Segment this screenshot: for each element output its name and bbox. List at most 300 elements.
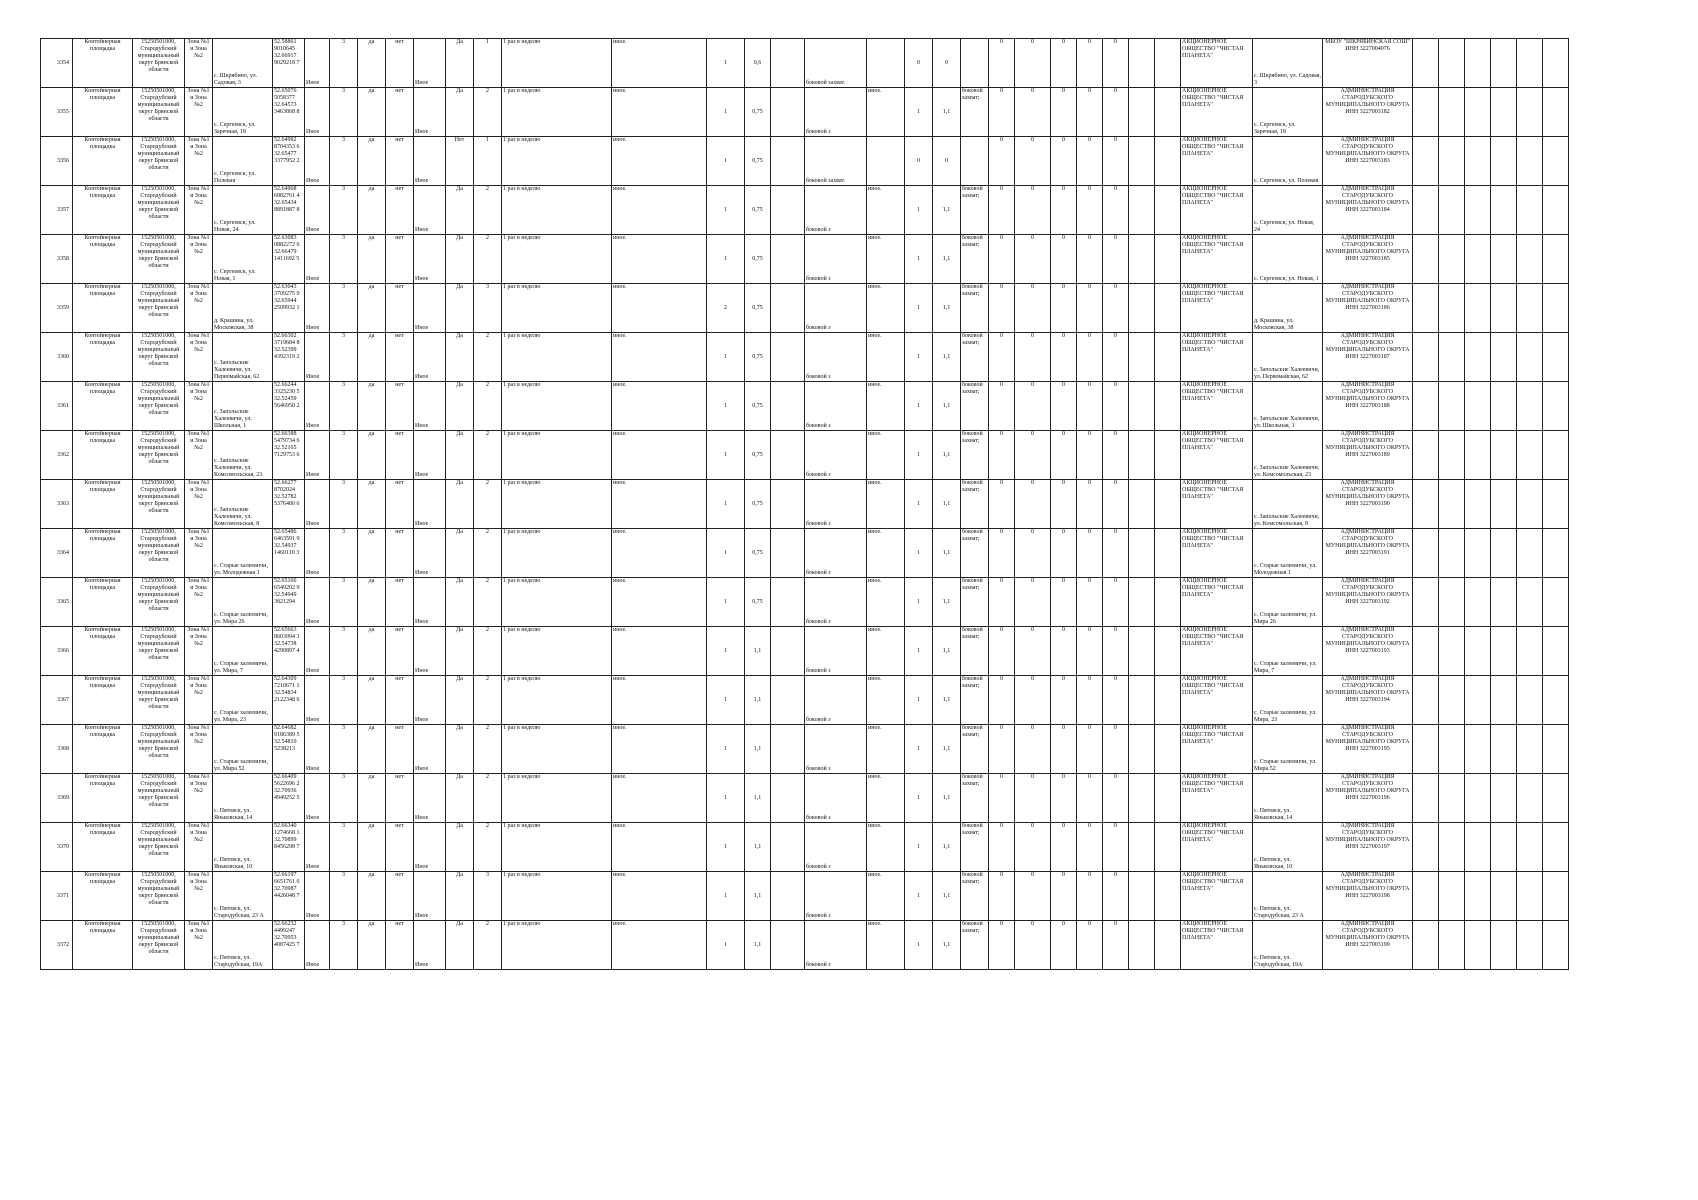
zero-4: 0 <box>1077 137 1103 186</box>
empty-col <box>1543 235 1569 284</box>
empty-col <box>1129 725 1155 774</box>
address-2: с. Старые халеевичи, ул. Мира, 23 <box>1253 676 1323 725</box>
grip-type-2: боковой захват; <box>961 578 989 627</box>
address-2: с. Старые халеевичи, ул. Молодежная 1 <box>1253 529 1323 578</box>
address-2: с. Сергеевск, ул. Заречная, 18 <box>1253 88 1323 137</box>
col-no: нет <box>386 186 414 235</box>
operator: АКЦИОНЕРНОЕ ОБЩЕСТВО "ЧИСТАЯ ПЛАНЕТА" <box>1181 382 1253 431</box>
col-no: нет <box>386 676 414 725</box>
row-number: 3354 <box>41 39 73 88</box>
empty-col <box>1155 823 1181 872</box>
empty-col <box>1155 627 1181 676</box>
oktmo: 15250501000, Стародубский муниципальный округ Брянской области <box>133 88 185 137</box>
col-3: 3 <box>330 480 358 529</box>
zero-1: 0 <box>989 39 1015 88</box>
zero-1: 0 <box>989 578 1015 627</box>
zero-4: 0 <box>1077 39 1103 88</box>
operator: АКЦИОНЕРНОЕ ОБЩЕСТВО "ЧИСТАЯ ПЛАНЕТА" <box>1181 823 1253 872</box>
site-type: Контейнерная площадка <box>73 578 133 627</box>
col-no: нет <box>386 284 414 333</box>
col-3: 3 <box>330 137 358 186</box>
oktmo: 15250501000, Стародубский муниципальный округ Брянской области <box>133 774 185 823</box>
waste-type-2: иное. <box>867 284 905 333</box>
bunker-volume: 1,1 <box>933 333 961 382</box>
empty-col <box>1465 431 1491 480</box>
empty-col <box>1129 235 1155 284</box>
zone: Зона №1 и Зона №2 <box>185 529 213 578</box>
grip-type: боковой з <box>805 627 867 676</box>
empty-col <box>771 137 805 186</box>
empty-col <box>1155 774 1181 823</box>
empty-col <box>1543 39 1569 88</box>
col-3: 3 <box>330 382 358 431</box>
empty-col <box>771 186 805 235</box>
zero-3: 0 <box>1051 627 1077 676</box>
col-no: нет <box>386 921 414 970</box>
volume-count: 1 <box>707 578 745 627</box>
zero-5: 0 <box>1103 627 1129 676</box>
oktmo: 15250501000, Стародубский муниципальный округ Брянской области <box>133 235 185 284</box>
empty-col <box>1129 627 1155 676</box>
volume-count: 1 <box>707 333 745 382</box>
volume: 0,75 <box>745 284 771 333</box>
zero-3: 0 <box>1051 676 1077 725</box>
has-containers: Да <box>446 88 474 137</box>
oktmo: 15250501000, Стародубский муниципальный округ Брянской области <box>133 186 185 235</box>
volume: 0,6 <box>745 39 771 88</box>
col-yes: да <box>358 872 386 921</box>
zero-1: 0 <box>989 823 1015 872</box>
col-no: нет <box>386 872 414 921</box>
empty-col <box>1439 529 1465 578</box>
grip-type-2: боковой захват; <box>961 284 989 333</box>
waste-type: иное. <box>612 578 707 627</box>
surface-type: Иное <box>305 774 330 823</box>
has-containers: Да <box>446 186 474 235</box>
bunker-count: 0 <box>905 39 933 88</box>
zero-1: 0 <box>989 382 1015 431</box>
zero-2: 0 <box>1015 578 1051 627</box>
bunker-volume: 1,1 <box>933 186 961 235</box>
bunker-volume: 1,1 <box>933 872 961 921</box>
grip-type: боковой захват. <box>805 137 867 186</box>
site-type: Контейнерная площадка <box>73 284 133 333</box>
container-count: 3 <box>474 284 502 333</box>
coordinates: 52.66302 3719684 8 32.52399 4392319 2 <box>273 333 305 382</box>
address-2: с. Старые халеевичи, ул. Мира, 7 <box>1253 627 1323 676</box>
grip-type-2: боковой захват; <box>961 382 989 431</box>
zero-5: 0 <box>1103 725 1129 774</box>
fence-type: Иное <box>414 137 446 186</box>
waste-type-2 <box>867 39 905 88</box>
zero-5: 0 <box>1103 823 1129 872</box>
empty-col <box>1491 284 1517 333</box>
bunker-count: 1 <box>905 529 933 578</box>
bunker-volume: 1,1 <box>933 774 961 823</box>
zone: Зона №1 и Зона №2 <box>185 235 213 284</box>
waste-type: иное. <box>612 480 707 529</box>
waste-type: иное. <box>612 284 707 333</box>
container-count: 2 <box>474 627 502 676</box>
address-2: с. Пятовск, ул. Стародубская, 19А <box>1253 921 1323 970</box>
operator: АКЦИОНЕРНОЕ ОБЩЕСТВО "ЧИСТАЯ ПЛАНЕТА" <box>1181 333 1253 382</box>
oktmo: 15250501000, Стародубский муниципальный округ Брянской области <box>133 676 185 725</box>
empty-col <box>1439 137 1465 186</box>
empty-col <box>1465 235 1491 284</box>
bunker-count: 1 <box>905 627 933 676</box>
empty-col <box>1155 186 1181 235</box>
has-containers: Да <box>446 529 474 578</box>
col-no: нет <box>386 725 414 774</box>
empty-col <box>1129 578 1155 627</box>
empty-col <box>771 333 805 382</box>
zero-4: 0 <box>1077 480 1103 529</box>
row-number: 3361 <box>41 382 73 431</box>
zero-5: 0 <box>1103 88 1129 137</box>
container-count: 1 <box>474 39 502 88</box>
coordinates: 52.66232 4499247 32.70953 4087425 7 <box>273 921 305 970</box>
empty-col <box>1439 235 1465 284</box>
fence-type: Иное <box>414 627 446 676</box>
has-containers: Нет <box>446 137 474 186</box>
surface-type: Иное <box>305 872 330 921</box>
grip-type: боковой з <box>805 284 867 333</box>
operator: АКЦИОНЕРНОЕ ОБЩЕСТВО "ЧИСТАЯ ПЛАНЕТА" <box>1181 774 1253 823</box>
zero-4: 0 <box>1077 235 1103 284</box>
empty-col <box>1413 431 1439 480</box>
bunker-volume: 1,1 <box>933 431 961 480</box>
zero-3: 0 <box>1051 823 1077 872</box>
empty-col <box>771 774 805 823</box>
grip-type-2 <box>961 137 989 186</box>
zero-4: 0 <box>1077 578 1103 627</box>
empty-col <box>1439 333 1465 382</box>
empty-col <box>1413 921 1439 970</box>
owner: АДМИНИСТРАЦИЯ СТАРОДУБСКОГО МУНИЦИПАЛЬНОГО ОКРУГА ИНН 3227003183 <box>1323 137 1413 186</box>
grip-type: боковой з <box>805 725 867 774</box>
empty-col <box>1129 333 1155 382</box>
table-row <box>41 431 1569 480</box>
empty-col <box>1517 872 1543 921</box>
empty-col <box>1155 921 1181 970</box>
has-containers: Да <box>446 725 474 774</box>
empty-col <box>1465 284 1491 333</box>
zero-1: 0 <box>989 627 1015 676</box>
empty-col <box>1517 921 1543 970</box>
address: с. Шкрябино, ул. Садовая, 3 <box>213 39 273 88</box>
coordinates: 52.65663 8603994 3 32.54738 4290897 4 <box>273 627 305 676</box>
zero-1: 0 <box>989 333 1015 382</box>
zero-3: 0 <box>1051 774 1077 823</box>
empty-col <box>1413 774 1439 823</box>
surface-type: Иное <box>305 88 330 137</box>
owner: АДМИНИСТРАЦИЯ СТАРОДУБСКОГО МУНИЦИПАЛЬНОГО ОКРУГА ИНН 3227003187 <box>1323 333 1413 382</box>
container-count: 2 <box>474 774 502 823</box>
container-count: 2 <box>474 480 502 529</box>
address-2: с. Сергеевск, ул. Полевая <box>1253 137 1323 186</box>
zero-2: 0 <box>1015 725 1051 774</box>
fence-type: Иное <box>414 431 446 480</box>
empty-col <box>771 627 805 676</box>
waste-type-2: иное. <box>867 627 905 676</box>
table-row <box>41 382 1569 431</box>
waste-type-2: иное. <box>867 872 905 921</box>
empty-col <box>1155 676 1181 725</box>
container-count: 2 <box>474 382 502 431</box>
empty-col <box>1465 529 1491 578</box>
owner: АДМИНИСТРАЦИЯ СТАРОДУБСКОГО МУНИЦИПАЛЬНОГО ОКРУГА ИНН 3227003194 <box>1323 676 1413 725</box>
empty-col <box>771 480 805 529</box>
volume: 0,75 <box>745 235 771 284</box>
zero-1: 0 <box>989 186 1015 235</box>
surface-type: Иное <box>305 284 330 333</box>
empty-col <box>1517 235 1543 284</box>
empty-col <box>1491 823 1517 872</box>
empty-col <box>1439 823 1465 872</box>
bunker-volume: 1,1 <box>933 235 961 284</box>
bunker-volume: 1,1 <box>933 88 961 137</box>
bunker-volume: 1,1 <box>933 921 961 970</box>
address-2: с. Запольские Халеевичи, ул. Комсомольская, 23 <box>1253 431 1323 480</box>
address: с. Сергеевск, ул. Полевая <box>213 137 273 186</box>
empty-col <box>1491 578 1517 627</box>
address-2: с. Запольские Халеевичи, ул. Первомайская, 62 <box>1253 333 1323 382</box>
table-row <box>41 676 1569 725</box>
has-containers: Да <box>446 39 474 88</box>
empty-col <box>1491 774 1517 823</box>
empty-col <box>771 88 805 137</box>
site-type: Контейнерная площадка <box>73 333 133 382</box>
container-count: 2 <box>474 333 502 382</box>
bunker-volume: 1,1 <box>933 676 961 725</box>
waste-type: иное. <box>612 872 707 921</box>
grip-type-2: боковой захват; <box>961 823 989 872</box>
schedule: 1 раз в неделю <box>502 921 612 970</box>
zero-3: 0 <box>1051 872 1077 921</box>
coordinates: 52.64968 6882761 4 32.65434 8891887 8 <box>273 186 305 235</box>
schedule: 1 раз в неделю <box>502 382 612 431</box>
empty-col <box>771 578 805 627</box>
empty-col <box>1465 823 1491 872</box>
empty-col <box>1413 88 1439 137</box>
empty-col <box>1543 88 1569 137</box>
oktmo: 15250501000, Стародубский муниципальный округ Брянской области <box>133 39 185 88</box>
volume: 1,1 <box>745 823 771 872</box>
empty-col <box>1517 284 1543 333</box>
table-row <box>41 88 1569 137</box>
waste-type: иное. <box>612 676 707 725</box>
container-count: 2 <box>474 823 502 872</box>
schedule: 1 раз в неделю <box>502 578 612 627</box>
zero-2: 0 <box>1015 88 1051 137</box>
zero-3: 0 <box>1051 725 1077 774</box>
coordinates: 52.64682 9186389 5 32.54810 5238213 <box>273 725 305 774</box>
empty-col <box>1439 578 1465 627</box>
fence-type: Иное <box>414 676 446 725</box>
zero-3: 0 <box>1051 921 1077 970</box>
zero-3: 0 <box>1051 88 1077 137</box>
site-type: Контейнерная площадка <box>73 39 133 88</box>
address: с. Сергеевск, ул. Заречная, 18 <box>213 88 273 137</box>
coordinates: 52.63083 0882272 6 32.66479 1411692 5 <box>273 235 305 284</box>
empty-col <box>1517 88 1543 137</box>
volume: 0,75 <box>745 382 771 431</box>
waste-type-2: иное. <box>867 578 905 627</box>
operator: АКЦИОНЕРНОЕ ОБЩЕСТВО "ЧИСТАЯ ПЛАНЕТА" <box>1181 39 1253 88</box>
waste-type-2: иное. <box>867 676 905 725</box>
coordinates: 52.63043 3709275 9 32.65944 2509932 1 <box>273 284 305 333</box>
volume: 1,1 <box>745 921 771 970</box>
bunker-volume: 1,1 <box>933 382 961 431</box>
empty-col <box>1465 921 1491 970</box>
col-no: нет <box>386 382 414 431</box>
site-type: Контейнерная площадка <box>73 88 133 137</box>
zero-3: 0 <box>1051 235 1077 284</box>
empty-col <box>1413 39 1439 88</box>
grip-type: боковой з <box>805 88 867 137</box>
oktmo: 15250501000, Стародубский муниципальный округ Брянской области <box>133 431 185 480</box>
zero-1: 0 <box>989 676 1015 725</box>
row-number: 3358 <box>41 235 73 284</box>
col-yes: да <box>358 333 386 382</box>
empty-col <box>1129 676 1155 725</box>
volume-count: 1 <box>707 431 745 480</box>
surface-type: Иное <box>305 137 330 186</box>
owner: АДМИНИСТРАЦИЯ СТАРОДУБСКОГО МУНИЦИПАЛЬНОГО ОКРУГА ИНН 3227003186 <box>1323 284 1413 333</box>
zero-5: 0 <box>1103 529 1129 578</box>
site-type: Контейнерная площадка <box>73 186 133 235</box>
empty-col <box>1129 382 1155 431</box>
empty-col <box>771 235 805 284</box>
empty-col <box>1439 431 1465 480</box>
empty-col <box>1439 872 1465 921</box>
row-number: 3363 <box>41 480 73 529</box>
empty-col <box>1517 823 1543 872</box>
site-type: Контейнерная площадка <box>73 872 133 921</box>
grip-type-2: боковой захват; <box>961 725 989 774</box>
empty-col <box>1543 431 1569 480</box>
coordinates: 52.65166 6549202 9 32.54949 3821294 <box>273 578 305 627</box>
operator: АКЦИОНЕРНОЕ ОБЩЕСТВО "ЧИСТАЯ ПЛАНЕТА" <box>1181 872 1253 921</box>
table-row <box>41 921 1569 970</box>
bunker-count: 1 <box>905 823 933 872</box>
schedule: 1 раз в неделю <box>502 676 612 725</box>
empty-col <box>1465 725 1491 774</box>
operator: АКЦИОНЕРНОЕ ОБЩЕСТВО "ЧИСТАЯ ПЛАНЕТА" <box>1181 921 1253 970</box>
zero-4: 0 <box>1077 823 1103 872</box>
zero-1: 0 <box>989 725 1015 774</box>
row-number: 3357 <box>41 186 73 235</box>
address-2: с. Шкрябино, ул. Садовая, 3 <box>1253 39 1323 88</box>
table-row <box>41 235 1569 284</box>
empty-col <box>1517 137 1543 186</box>
fence-type: Иное <box>414 774 446 823</box>
table-row <box>41 872 1569 921</box>
container-count: 2 <box>474 725 502 774</box>
volume: 0,75 <box>745 529 771 578</box>
zero-4: 0 <box>1077 921 1103 970</box>
bunker-volume: 1,1 <box>933 284 961 333</box>
col-3: 3 <box>330 235 358 284</box>
address-2: с. Пятовск, ул. Стародубская, 23 А <box>1253 872 1323 921</box>
zero-5: 0 <box>1103 137 1129 186</box>
empty-col <box>1491 627 1517 676</box>
zero-3: 0 <box>1051 284 1077 333</box>
fence-type: Иное <box>414 39 446 88</box>
surface-type: Иное <box>305 823 330 872</box>
empty-col <box>1155 529 1181 578</box>
fence-type: Иное <box>414 88 446 137</box>
col-3: 3 <box>330 872 358 921</box>
grip-type: боковой з <box>805 480 867 529</box>
empty-col <box>1129 823 1155 872</box>
empty-col <box>1465 872 1491 921</box>
owner: АДМИНИСТРАЦИЯ СТАРОДУБСКОГО МУНИЦИПАЛЬНОГО ОКРУГА ИНН 3227003184 <box>1323 186 1413 235</box>
schedule: 1 раз в неделю <box>502 529 612 578</box>
col-no: нет <box>386 578 414 627</box>
zone: Зона №1 и Зона №2 <box>185 823 213 872</box>
row-number: 3355 <box>41 88 73 137</box>
grip-type-2: боковой захват; <box>961 431 989 480</box>
waste-type-2: иное. <box>867 382 905 431</box>
volume: 1,1 <box>745 872 771 921</box>
empty-col <box>771 872 805 921</box>
owner: АДМИНИСТРАЦИЯ СТАРОДУБСКОГО МУНИЦИПАЛЬНОГО ОКРУГА ИНН 3227003197 <box>1323 823 1413 872</box>
zero-3: 0 <box>1051 186 1077 235</box>
owner: АДМИНИСТРАЦИЯ СТАРОДУБСКОГО МУНИЦИПАЛЬНОГО ОКРУГА ИНН 3227003195 <box>1323 725 1413 774</box>
empty-col <box>1465 382 1491 431</box>
fence-type: Иное <box>414 480 446 529</box>
volume-count: 1 <box>707 676 745 725</box>
grip-type-2: боковой захват; <box>961 529 989 578</box>
col-no: нет <box>386 39 414 88</box>
volume: 0,75 <box>745 88 771 137</box>
col-3: 3 <box>330 823 358 872</box>
owner: АДМИНИСТРАЦИЯ СТАРОДУБСКОГО МУНИЦИПАЛЬНОГО ОКРУГА ИНН 3227003188 <box>1323 382 1413 431</box>
surface-type: Иное <box>305 235 330 284</box>
address: с. Запольские Халеевичи, ул. Первомайская, 62 <box>213 333 273 382</box>
fence-type: Иное <box>414 284 446 333</box>
empty-col <box>1129 480 1155 529</box>
oktmo: 15250501000, Стародубский муниципальный округ Брянской области <box>133 872 185 921</box>
address-2: с. Старые халеевичи, ул. Мира 52 <box>1253 725 1323 774</box>
zero-3: 0 <box>1051 39 1077 88</box>
fence-type: Иное <box>414 921 446 970</box>
empty-col <box>1413 872 1439 921</box>
empty-col <box>1465 578 1491 627</box>
table-row <box>41 627 1569 676</box>
address: с. Старые халеевичи, ул. Мира, 7 <box>213 627 273 676</box>
zero-2: 0 <box>1015 284 1051 333</box>
volume-count: 1 <box>707 480 745 529</box>
empty-col <box>771 676 805 725</box>
zero-5: 0 <box>1103 921 1129 970</box>
site-type: Контейнерная площадка <box>73 382 133 431</box>
grip-type-2: боковой захват; <box>961 676 989 725</box>
col-yes: да <box>358 39 386 88</box>
empty-col <box>1517 186 1543 235</box>
address-2: с. Старые халеевичи, ул. Мира 26 <box>1253 578 1323 627</box>
empty-col <box>1129 921 1155 970</box>
grip-type: боковой з <box>805 774 867 823</box>
col-3: 3 <box>330 186 358 235</box>
fence-type: Иное <box>414 186 446 235</box>
container-count: 2 <box>474 431 502 480</box>
empty-col <box>1129 39 1155 88</box>
zero-3: 0 <box>1051 137 1077 186</box>
waste-type-2: иное. <box>867 823 905 872</box>
col-3: 3 <box>330 627 358 676</box>
